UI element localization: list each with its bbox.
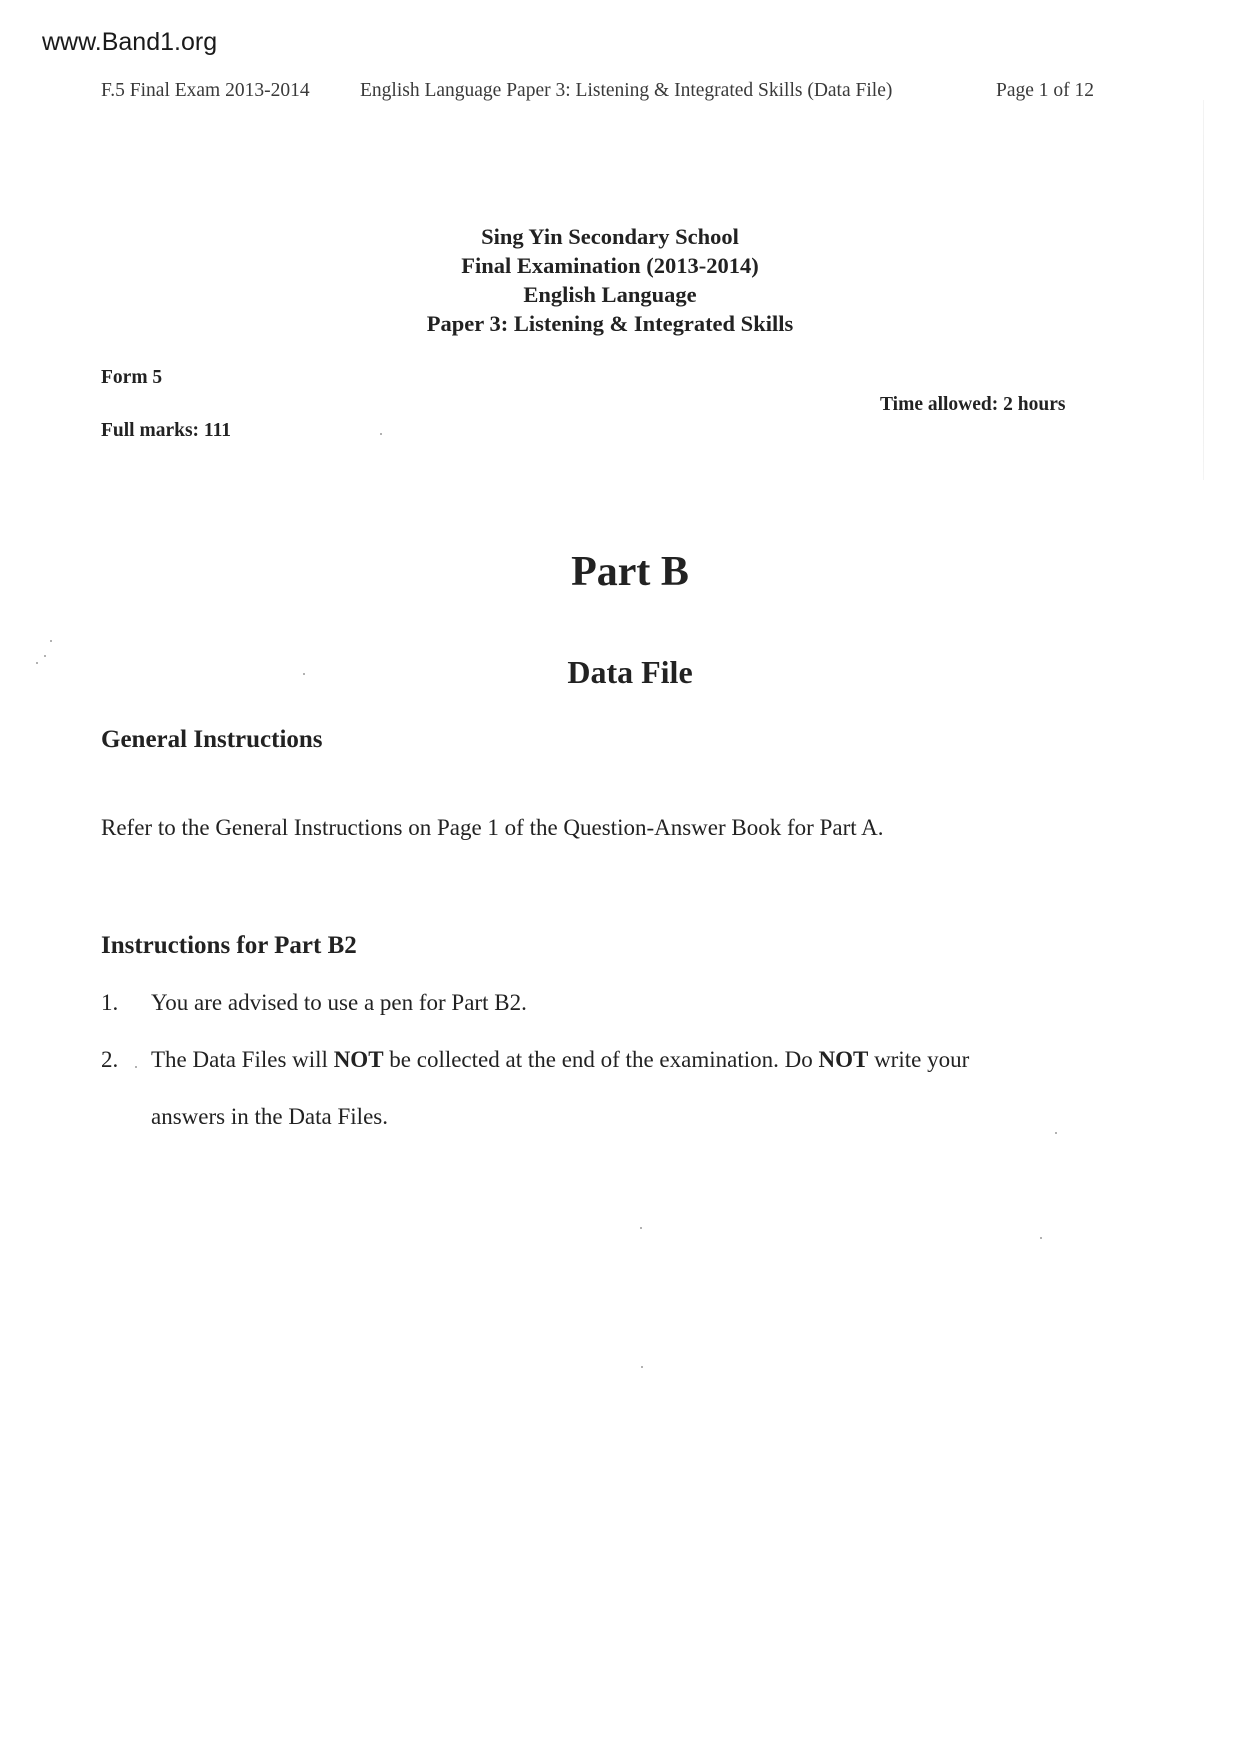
full-marks: Full marks: 111 <box>101 420 232 441</box>
general-instructions-text: Refer to the General Instructions on Page 1 of the Question-Answer Book for Part A. <box>101 815 884 840</box>
scan-speck <box>380 433 382 435</box>
general-instructions-heading: General Instructions <box>101 726 323 753</box>
instruction-2-segment: be collected at the end of the examination. Do <box>383 1047 819 1072</box>
instruction-2-emphasis-not: NOT <box>333 1047 384 1072</box>
instruction-2-segment: write your <box>868 1047 970 1072</box>
time-allowed: Time allowed: 2 hours <box>880 394 1066 415</box>
scan-speck <box>44 655 46 657</box>
instruction-2-segment: The Data Files will <box>151 1047 334 1072</box>
instruction-1-text: You are advised to use a pen for Part B2. <box>151 990 527 1015</box>
watermark-text: www.Band1.org <box>42 28 218 56</box>
instruction-2-emphasis-not: NOT <box>818 1047 869 1072</box>
scan-speck <box>640 1227 642 1229</box>
instruction-2-text <box>151 1047 969 1073</box>
header-page-number: Page 1 of 12 <box>996 80 1095 101</box>
subject-name: English Language <box>523 282 697 307</box>
instruction-2-continuation: answers in the Data Files. <box>151 1104 388 1129</box>
school-name: Sing Yin Secondary School <box>481 224 739 249</box>
scan-speck <box>1055 1132 1057 1134</box>
scan-edge-shadow <box>1203 100 1204 480</box>
part-title: Part B <box>571 549 689 595</box>
scan-speck <box>135 1066 137 1068</box>
paper-name: Paper 3: Listening & Integrated Skills <box>426 311 794 336</box>
school-title-block <box>300 222 920 338</box>
instruction-1-number: 1. <box>101 990 119 1015</box>
exam-name: Final Examination (2013-2014) <box>461 253 759 278</box>
scan-speck <box>36 662 38 664</box>
scan-speck <box>641 1366 643 1368</box>
scan-speck <box>50 640 52 642</box>
instruction-2-number: 2. <box>101 1047 119 1072</box>
data-file-title: Data File <box>567 654 693 690</box>
header-paper-title: English Language Paper 3: Listening & Integrated Skills (Data File) <box>360 80 893 101</box>
b2-instructions-heading: Instructions for Part B2 <box>101 932 357 959</box>
form-label: Form 5 <box>101 367 163 388</box>
header-exam-label: F.5 Final Exam 2013-2014 <box>101 80 310 101</box>
scan-speck <box>303 673 305 675</box>
scan-speck <box>1040 1237 1042 1239</box>
